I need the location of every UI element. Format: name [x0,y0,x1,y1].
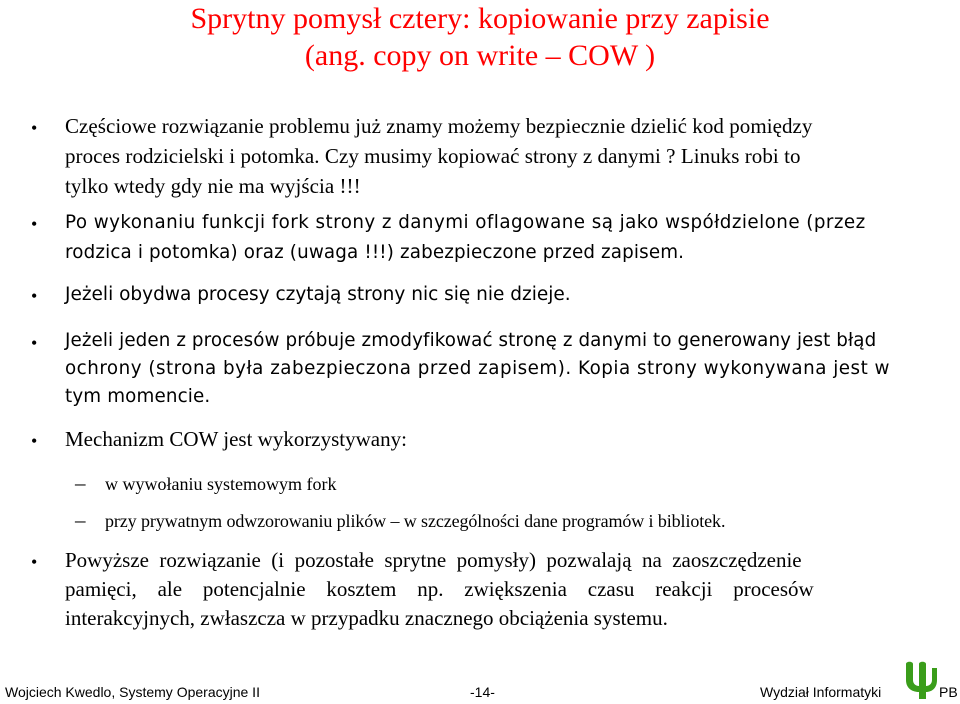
text-line: tylko wtedy gdy nie ma wyjścia !!! [65,174,361,198]
slide-title-line-1: Sprytny pomysł cztery: kopiowanie przy zapisie [190,2,770,35]
bullet-paragraph-1 [65,111,812,201]
bullet-marker [31,215,37,233]
sub-item-2: przy prywatnym odwzorowaniu plików – w szczególności dane programów i bibliotek. [105,511,726,531]
footer-faculty: Wydział Informatyki [760,684,882,700]
bullet-paragraph-6 [65,546,814,633]
text-line: rodzica i potomka) oraz (uwaga !!!) zabezpieczone przed zapisem. [65,242,685,263]
bullet-marker [31,287,37,305]
text-line: tym momencie. [65,386,211,407]
slide-title-line-2: (ang. copy on write – COW ) [304,39,656,72]
text-line: pamięci, ale potencjalnie kosztem np. zwiększenia czasu reakcji procesów [65,577,814,601]
text-line: interakcyjnych, zwłaszcza w przypadku znacznego obciążenia systemu. [65,606,668,630]
bullet-marker [31,334,37,352]
dash-marker: – [75,508,86,532]
text-line: Powyższe rozwiązanie (i pozostałe sprytne pomysły) pozwalają na zaoszczędzenie [65,548,802,572]
faculty-logo-icon [900,660,938,700]
footer-faculty-abbr: PB [939,684,958,700]
bullet-paragraph-5 [65,424,407,454]
bullet-paragraph-2 [65,208,866,268]
text-line: Częściowe rozwiązanie problemu już znamy możemy bezpiecznie dzielić kod pomiędzy [65,114,813,138]
text-line: Jeżeli obydwa procesy czytają strony nic się nie dzieje. [65,284,571,305]
text-line: Po wykonaniu funkcji fork strony z danymi oflagowane są jako współdzielone (przez [65,212,866,233]
sub-item-1: w wywołaniu systemowym fork [105,474,337,494]
bullet-marker [31,119,37,137]
footer-author: Wojciech Kwedlo, Systemy Operacyjne II [5,684,260,700]
text-line: Mechanizm COW jest wykorzystywany: [65,427,407,451]
slide-title [0,0,960,74]
bullet-paragraph-3 [65,280,571,310]
text-line: ochrony (strona była zabezpieczona przed zapisem). Kopia strony wykonywana jest w [65,358,890,379]
bullet-paragraph-4 [65,327,890,411]
bullet-marker [31,553,37,571]
text-line: Jeżeli jeden z procesów próbuje zmodyfikować stronę z danymi to generowany jest błąd [65,330,877,351]
text-line: proces rodzicielski i potomka. Czy musimy kopiować strony z danymi ? Linuks robi to [65,144,801,168]
footer-page-number: -14- [470,684,495,700]
dash-marker: – [75,471,86,495]
bullet-marker [31,432,37,450]
